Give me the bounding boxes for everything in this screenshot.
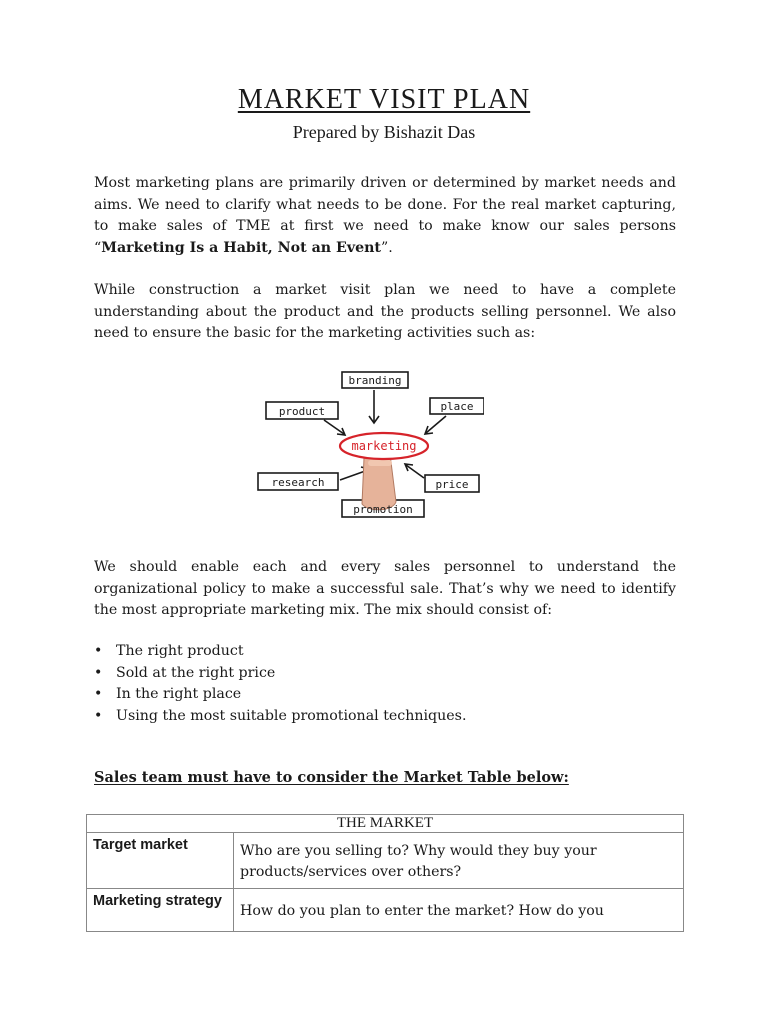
label-place: place: [440, 400, 474, 413]
bullet-icon: •: [94, 664, 103, 681]
label-research: research: [271, 476, 325, 489]
row-label: Target market: [87, 833, 234, 889]
label-branding: branding: [348, 374, 402, 387]
document-title: MARKET VISIT PLAN: [237, 84, 531, 115]
marketing-mix-paragraph: We should enable each and every sales personnel to understand the organizational policy to make a successful sale. That’s why we need to identify the most appropriate marketing mix. The mix should consist of:: [94, 559, 676, 618]
intro-text: Most marketing plans are primarily driven or determined by market needs and aims. We need to clarify what needs to be done. For the real market capturing, to make sales of TME at first we need to make know our sales persons “: [94, 175, 676, 256]
construction-paragraph: While construction a market visit plan we need to have a complete understanding about the product and the products selling personnel. We also need to ensure the basic for the marketing activities such as:: [94, 282, 676, 341]
market-table: [86, 814, 684, 932]
price-arrow: [406, 465, 424, 478]
table-row: [87, 833, 684, 889]
place-arrow: [426, 416, 446, 433]
bullet-icon: •: [94, 707, 103, 724]
list-item: • In the right place: [94, 684, 676, 706]
table-row: [87, 889, 684, 932]
section-heading: Sales team must have to consider the Market Table below:: [94, 769, 569, 786]
list-item: • Sold at the right price: [94, 663, 676, 685]
row-value: How do you plan to enter the market? How do you: [234, 889, 684, 932]
table-header: THE MARKET: [87, 815, 684, 833]
label-marketing: marketing: [351, 439, 417, 453]
bullet-icon: •: [94, 643, 103, 659]
intro-bold-quote: Marketing Is a Habit, Not an Event: [101, 239, 381, 256]
label-product: product: [278, 405, 326, 418]
intro-paragraph: [94, 173, 676, 259]
label-promotion: promotion: [353, 503, 413, 516]
row-value: Who are you selling to? Why would they buy your products/services over others?: [234, 833, 684, 889]
list-item: • Using the most suitable promotional techniques.: [94, 706, 676, 728]
row-label: Marketing strategy: [87, 889, 234, 932]
label-price: price: [435, 478, 469, 491]
bullet-icon: •: [94, 686, 103, 702]
document-subtitle: Prepared by Bishazit Das: [292, 122, 476, 142]
marketing-mix-figure: [256, 362, 484, 524]
marketing-mix-list: [94, 641, 676, 727]
product-arrow: [324, 420, 344, 434]
intro-end: ”.: [380, 239, 393, 256]
list-item: • The right product: [94, 641, 676, 663]
